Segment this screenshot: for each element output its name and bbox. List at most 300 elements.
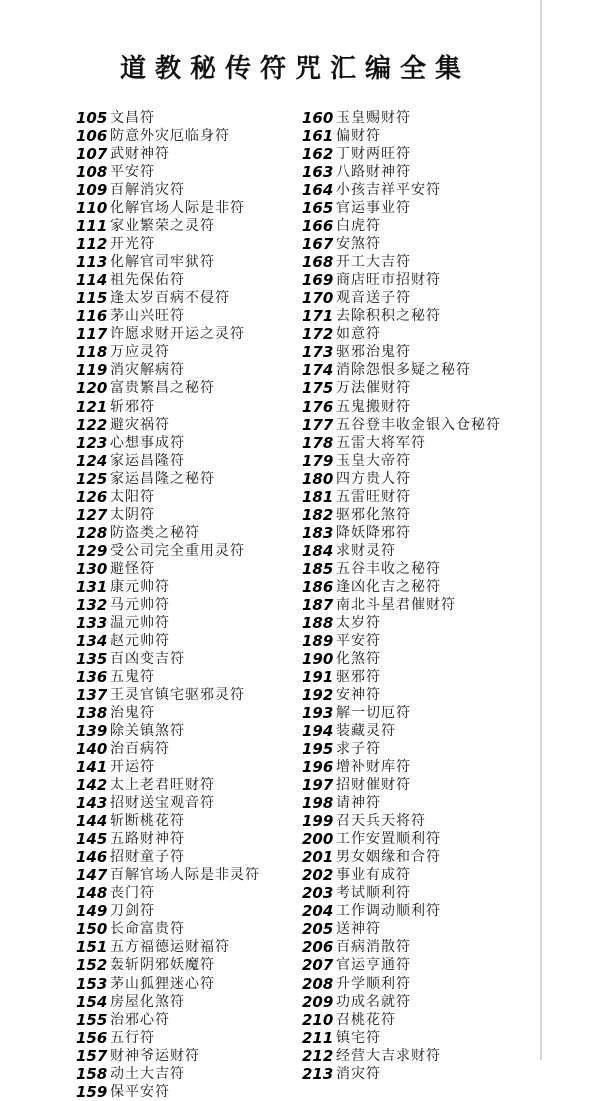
item-name: 五谷登丰收金银入仓秘符: [336, 416, 501, 433]
list-item: [302, 812, 538, 830]
item-name: 刀剑符: [110, 903, 155, 920]
item-number: 129: [76, 541, 108, 560]
list-item: [302, 235, 538, 253]
list-item: [76, 307, 301, 325]
item-number: 177: [302, 415, 334, 434]
item-name: 官运事业符: [336, 200, 411, 217]
item-name: 男女姻缘和合符: [336, 849, 441, 866]
item-name: 家运昌隆之秘符: [110, 470, 215, 487]
item-name: 事业有成符: [336, 867, 411, 884]
list-item: [76, 127, 301, 145]
item-number: 126: [76, 487, 108, 506]
list-item: [302, 199, 538, 217]
item-number: 196: [302, 758, 334, 777]
item-number: 174: [302, 361, 334, 380]
item-number: 163: [302, 163, 334, 182]
item-name: 召天兵天将符: [336, 813, 426, 830]
list-item: [76, 416, 301, 434]
list-item: [76, 632, 301, 650]
list-item: [302, 596, 538, 614]
item-name: 消灾解病符: [110, 362, 185, 379]
item-name: 镇宅符: [336, 1029, 381, 1046]
item-name: 轰斩阴邪妖魔符: [110, 957, 215, 974]
item-number: 195: [302, 740, 334, 759]
item-number: 209: [302, 992, 334, 1011]
item-name: 求子符: [336, 741, 381, 758]
item-name: 玉皇大帝符: [336, 452, 411, 469]
item-name: 房屋化煞符: [110, 993, 185, 1010]
item-name: 百解消灾符: [110, 182, 185, 199]
item-name: 治鬼符: [110, 705, 155, 722]
item-number: 114: [76, 271, 108, 290]
item-number: 203: [302, 884, 334, 903]
item-number: 149: [76, 902, 108, 921]
item-number: 189: [302, 631, 334, 650]
list-item: [302, 848, 538, 866]
item-number: 135: [76, 649, 108, 668]
item-number: 154: [76, 992, 108, 1011]
list-item: [302, 776, 538, 794]
item-number: 108: [76, 163, 108, 182]
list-item: [76, 524, 301, 542]
list-item: [302, 542, 538, 560]
item-number: 153: [76, 974, 108, 993]
list-item: [302, 704, 538, 722]
item-name: 茅山狐狸迷心符: [110, 975, 215, 992]
list-item: [76, 361, 301, 379]
item-name: 避灾祸符: [110, 416, 170, 433]
item-name: 赵元帅符: [110, 632, 170, 649]
list-item: [302, 902, 538, 920]
list-item: [76, 704, 301, 722]
item-name: 治百病符: [110, 741, 170, 758]
item-number: 155: [76, 1010, 108, 1029]
list-item: [76, 145, 301, 163]
item-number: 143: [76, 794, 108, 813]
list-item: [302, 217, 538, 235]
item-number: 187: [302, 595, 334, 614]
list-item: [76, 560, 301, 578]
list-item: [302, 361, 538, 379]
item-number: 212: [302, 1046, 334, 1065]
item-number: 120: [76, 379, 108, 398]
item-name: 心想事成符: [110, 434, 185, 451]
item-number: 132: [76, 595, 108, 614]
item-number: 128: [76, 523, 108, 542]
list-item: [302, 1047, 538, 1065]
list-item: [302, 524, 538, 542]
item-name: 丧门符: [110, 885, 155, 902]
list-item: [302, 560, 538, 578]
item-number: 112: [76, 235, 108, 254]
item-number: 107: [76, 145, 108, 164]
item-name: 功成名就符: [336, 993, 411, 1010]
list-item: [76, 812, 301, 830]
item-name: 长命富贵符: [110, 921, 185, 938]
list-item: [76, 1047, 301, 1065]
list-item: [76, 217, 301, 235]
list-item: [302, 434, 538, 452]
item-number: 192: [302, 686, 334, 704]
list-item: [302, 127, 538, 145]
item-name: 家运昌隆符: [110, 452, 185, 469]
item-number: 123: [76, 433, 108, 452]
item-name: 马元帅符: [110, 596, 170, 613]
list-item: [76, 235, 301, 253]
item-name: 官运亨通符: [336, 957, 411, 974]
item-number: 109: [76, 181, 108, 200]
item-name: 安煞符: [336, 236, 381, 253]
list-item: [302, 145, 538, 163]
item-name: 除关镇煞符: [110, 723, 185, 740]
list-item: [302, 506, 538, 524]
list-item: [76, 794, 301, 812]
item-number: 152: [76, 956, 108, 975]
item-name: 康元帅符: [110, 578, 170, 595]
item-number: 207: [302, 956, 334, 975]
item-name: 万法催财符: [336, 380, 411, 397]
list-item: [76, 975, 301, 993]
item-number: 142: [76, 776, 108, 795]
item-number: 178: [302, 433, 334, 452]
item-name: 增补财库符: [336, 759, 411, 776]
list-item: [76, 686, 301, 704]
item-number: 181: [302, 487, 334, 506]
list-item: [76, 776, 301, 794]
list-item: [76, 506, 301, 524]
list-item: [302, 993, 538, 1011]
item-name: 商店旺市招财符: [336, 272, 441, 289]
item-name: 驱邪符: [336, 668, 381, 685]
item-name: 斩邪符: [110, 398, 155, 415]
item-number: 193: [302, 704, 334, 723]
list-item: [76, 1065, 301, 1083]
item-number: 158: [76, 1064, 108, 1083]
item-number: 200: [302, 830, 334, 849]
item-number: 106: [76, 127, 108, 146]
list-item: [302, 253, 538, 271]
item-name: 升学顺利符: [336, 975, 411, 992]
item-name: 五鬼符: [110, 668, 155, 685]
item-number: 139: [76, 722, 108, 741]
list-item: [302, 740, 538, 758]
item-number: 137: [76, 686, 108, 704]
item-number: 118: [76, 343, 108, 362]
list-item: [302, 307, 538, 325]
item-name: 开运符: [110, 759, 155, 776]
list-item: [302, 271, 538, 289]
item-name: 去除积积之秘符: [336, 308, 441, 325]
item-name: 太阴符: [110, 506, 155, 523]
list-item: [76, 956, 301, 974]
list-item: [76, 758, 301, 776]
item-number: 211: [302, 1028, 334, 1047]
item-name: 受公司完全重用灵符: [110, 542, 245, 559]
item-name: 装藏灵符: [336, 723, 396, 740]
page-title: 道教秘传符咒汇编全集: [119, 54, 470, 84]
item-name: 斩断桃花符: [110, 813, 185, 830]
list-item: [302, 614, 538, 632]
item-name: 王灵官镇宅驱邪灵符: [110, 687, 245, 703]
list-item: [76, 1011, 301, 1029]
item-name: 丁财两旺符: [336, 146, 411, 163]
item-number: 115: [76, 289, 108, 308]
list-item: [76, 668, 301, 686]
item-name: 送神符: [336, 921, 381, 938]
item-number: 202: [302, 866, 334, 885]
item-name: 降妖降邪符: [336, 524, 411, 541]
item-name: 祖先保佑符: [110, 272, 185, 289]
list-item: [76, 343, 301, 361]
item-name: 偏财符: [336, 128, 381, 145]
list-item: [76, 848, 301, 866]
list-item: [76, 434, 301, 452]
item-number: 148: [76, 884, 108, 903]
list-item: [76, 830, 301, 848]
list-item: [302, 632, 538, 650]
list-item: [302, 668, 538, 686]
item-number: 199: [302, 812, 334, 831]
list-item: [302, 920, 538, 938]
item-number: 204: [302, 902, 334, 921]
list-item: [302, 975, 538, 993]
item-name: 五鬼搬财符: [336, 398, 411, 415]
item-number: 164: [302, 181, 334, 200]
item-number: 213: [302, 1064, 334, 1083]
item-number: 198: [302, 794, 334, 813]
item-name: 五行符: [110, 1029, 155, 1046]
item-name: 招财童子符: [110, 849, 185, 866]
item-name: 考试顺利符: [336, 885, 411, 902]
list-item: [302, 470, 538, 488]
item-name: 保平安符: [110, 1083, 170, 1100]
item-number: 175: [302, 379, 334, 398]
list-item: [302, 794, 538, 812]
item-name: 茅山兴旺符: [110, 308, 185, 325]
item-number: 138: [76, 704, 108, 723]
item-number: 157: [76, 1046, 108, 1065]
list-item: [302, 163, 538, 181]
item-number: 171: [302, 307, 334, 326]
list-item: [76, 398, 301, 416]
item-number: 116: [76, 307, 108, 326]
list-item: [76, 884, 301, 902]
item-name: 化解官场人际是非符: [110, 200, 245, 217]
item-name: 太上老君旺财符: [110, 777, 215, 794]
item-number: 167: [302, 235, 334, 254]
item-name: 如意符: [336, 326, 381, 343]
item-name: 工作安置顺利符: [336, 831, 441, 848]
item-number: 117: [76, 325, 108, 344]
item-name: 解一切厄符: [336, 705, 411, 722]
item-number: 191: [302, 667, 334, 686]
list-item: [302, 650, 538, 668]
item-number: 156: [76, 1028, 108, 1047]
list-item: [76, 181, 301, 199]
item-name: 富贵繁昌之秘符: [110, 380, 215, 397]
item-name: 防意外灾厄临身符: [110, 128, 230, 145]
list-item: [302, 109, 538, 127]
item-name: 南北斗星君催财符: [336, 596, 456, 613]
item-name: 防盗类之秘符: [110, 524, 200, 541]
item-number: 180: [302, 469, 334, 488]
list-item: [76, 650, 301, 668]
list-item: [76, 902, 301, 920]
item-number: 130: [76, 559, 108, 578]
item-number: 136: [76, 667, 108, 686]
item-number: 210: [302, 1010, 334, 1029]
item-number: 166: [302, 217, 334, 236]
item-number: 146: [76, 848, 108, 867]
item-number: 124: [76, 451, 108, 470]
item-name: 温元帅符: [110, 614, 170, 631]
item-name: 百凶变吉符: [110, 650, 185, 667]
list-item: [76, 1083, 301, 1101]
list-item: [302, 325, 538, 343]
item-number: 131: [76, 577, 108, 596]
item-name: 五方福德运财福符: [110, 939, 230, 956]
item-number: 176: [302, 397, 334, 416]
list-item: [76, 452, 301, 470]
list-item: [76, 938, 301, 956]
list-item: [302, 830, 538, 848]
list-item: [76, 271, 301, 289]
item-name: 招财催财符: [336, 777, 411, 794]
item-number: 197: [302, 776, 334, 795]
item-number: 205: [302, 920, 334, 939]
item-number: 186: [302, 577, 334, 596]
item-name: 太岁符: [336, 614, 381, 631]
list-item: [76, 614, 301, 632]
list-item: [302, 416, 538, 434]
list-item: [302, 938, 538, 956]
item-name: 化解官司牢狱符: [110, 254, 215, 271]
list-item: [302, 956, 538, 974]
item-name: 百病消散符: [336, 939, 411, 956]
item-name: 开工大吉符: [336, 254, 411, 271]
item-number: 208: [302, 974, 334, 993]
item-number: 162: [302, 145, 334, 164]
item-number: 121: [76, 397, 108, 416]
item-name: 召桃花符: [336, 1011, 396, 1028]
item-number: 119: [76, 361, 108, 380]
item-name: 白虎符: [336, 218, 381, 235]
item-name: 小孩吉祥平安符: [336, 182, 441, 199]
item-name: 化煞符: [336, 650, 381, 667]
item-number: 161: [302, 127, 334, 146]
list-item: [302, 1065, 538, 1083]
item-name: 财神爷运财符: [110, 1047, 200, 1064]
item-name: 五雷大将军符: [336, 434, 426, 451]
item-number: 201: [302, 848, 334, 867]
list-item: [76, 596, 301, 614]
list-item: [302, 452, 538, 470]
item-name: 消灾符: [336, 1065, 381, 1082]
item-name: 逢凶化吉之秘符: [336, 578, 441, 595]
item-name: 工作调动顺利符: [336, 903, 441, 920]
item-name: 五谷丰收之秘符: [336, 560, 441, 577]
list-item: [302, 686, 538, 704]
list-item: [76, 993, 301, 1011]
item-number: 147: [76, 866, 108, 885]
item-name: 避怪符: [110, 560, 155, 577]
item-name: 五雷旺财符: [336, 488, 411, 505]
item-number: 150: [76, 920, 108, 939]
list-item: [76, 253, 301, 271]
item-name: 家业繁荣之灵符: [110, 218, 215, 235]
item-name: 许愿求财开运之灵符: [110, 326, 245, 343]
item-name: 招财送宝观音符: [110, 795, 215, 812]
talisman-list-left: [76, 109, 301, 1101]
item-number: 151: [76, 938, 108, 957]
item-number: 188: [302, 613, 334, 632]
item-name: 玉皇赐财符: [336, 110, 411, 126]
list-item: [76, 866, 301, 884]
list-item: [76, 379, 301, 397]
item-name: 经营大吉求财符: [336, 1047, 441, 1064]
item-name: 逢太岁百病不侵符: [110, 290, 230, 307]
list-item: [302, 289, 538, 307]
item-number: 111: [76, 217, 108, 236]
item-number: 194: [302, 722, 334, 741]
list-item: [76, 488, 301, 506]
list-item: [302, 722, 538, 740]
item-name: 观音送子符: [336, 290, 411, 307]
item-number: 160: [302, 109, 334, 127]
item-name: 武财神符: [110, 146, 170, 163]
talisman-list-right: [302, 109, 538, 1083]
item-number: 182: [302, 505, 334, 524]
list-item: [302, 343, 538, 361]
page-edge-line: [540, 0, 542, 1060]
list-item: [302, 488, 538, 506]
item-name: 驱邪化煞符: [336, 506, 411, 523]
item-number: 134: [76, 631, 108, 650]
list-item: [76, 163, 301, 181]
item-number: 127: [76, 505, 108, 524]
list-item: [302, 758, 538, 776]
list-item: [76, 289, 301, 307]
list-item: [302, 866, 538, 884]
item-name: 安神符: [336, 687, 381, 703]
list-item: [302, 578, 538, 596]
item-name: 开光符: [110, 236, 155, 253]
list-item: [76, 109, 301, 127]
item-number: 159: [76, 1082, 108, 1101]
list-item: [302, 1029, 538, 1047]
item-number: 110: [76, 199, 108, 218]
list-item: [76, 578, 301, 596]
item-number: 125: [76, 469, 108, 488]
list-item: [76, 1029, 301, 1047]
list-item: [302, 181, 538, 199]
item-number: 190: [302, 649, 334, 668]
item-number: 168: [302, 253, 334, 272]
item-number: 184: [302, 541, 334, 560]
list-item: [76, 740, 301, 758]
item-number: 144: [76, 812, 108, 831]
item-number: 145: [76, 830, 108, 849]
item-number: 141: [76, 758, 108, 777]
list-item: [76, 325, 301, 343]
list-item: [76, 722, 301, 740]
list-item: [302, 379, 538, 397]
item-number: 172: [302, 325, 334, 344]
item-name: 请神符: [336, 795, 381, 812]
item-number: 169: [302, 271, 334, 290]
list-item: [302, 884, 538, 902]
item-name: 百解官场人际是非灵符: [110, 867, 260, 884]
